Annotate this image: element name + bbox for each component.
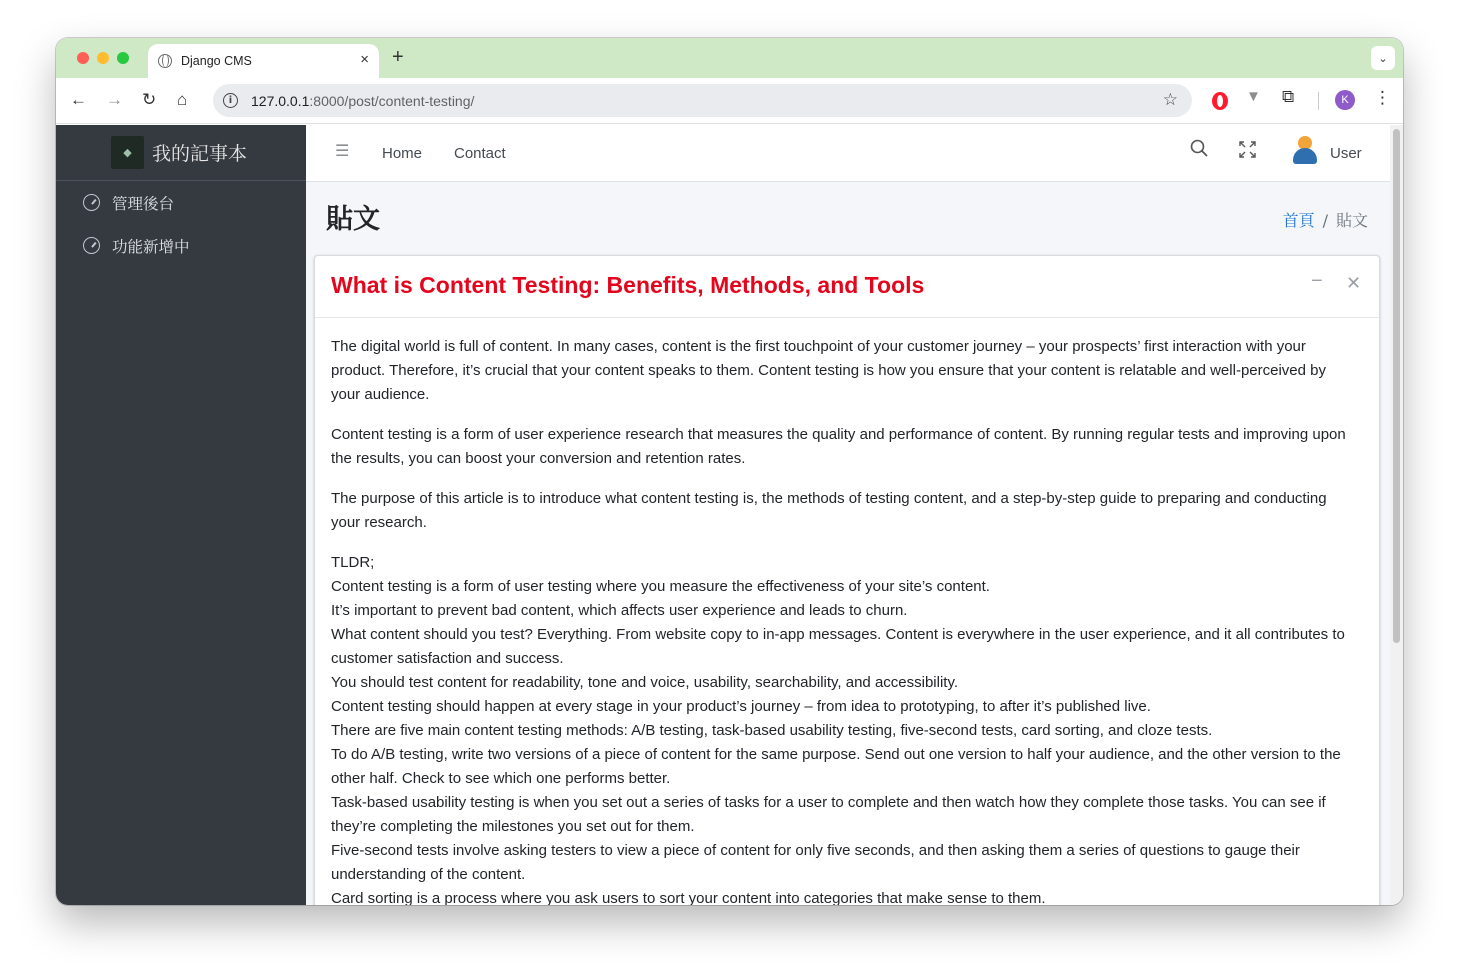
- profile-avatar[interactable]: K: [1335, 90, 1355, 110]
- brand-text: 我的記事本: [152, 143, 248, 165]
- brand[interactable]: [56, 125, 306, 181]
- tldr-line: It’s important to prevent bad content, which affects user experience and leads to churn.: [331, 602, 908, 619]
- sidebar: [56, 125, 306, 905]
- tldr-line: You should test content for readability, tone and voice, usability, searchability, and accessibility.: [331, 674, 959, 691]
- tldr-list: [331, 551, 1349, 905]
- adblock-extension-icon[interactable]: [1212, 92, 1228, 110]
- sidebar-item-label: 管理後台: [112, 194, 175, 213]
- globe-icon: [158, 54, 172, 68]
- url-path: :8000/post/content-testing/: [309, 92, 475, 109]
- main-content: [306, 125, 1390, 905]
- user-avatar[interactable]: [1292, 136, 1318, 166]
- nav-link-home[interactable]: Home: [382, 145, 423, 162]
- tab-close-icon[interactable]: ×: [360, 51, 369, 68]
- post-title: What is Content Testing: Benefits, Methods, and Tools: [331, 272, 925, 298]
- close-window-button[interactable]: [77, 52, 89, 64]
- content-header: [306, 182, 1390, 252]
- toolbar-divider: [1318, 92, 1319, 110]
- tab-title: Django CMS: [181, 54, 252, 68]
- browser-toolbar: [56, 78, 1403, 124]
- breadcrumb-current: 貼文: [1335, 211, 1368, 230]
- browser-menu-icon[interactable]: ⋮: [1374, 88, 1391, 107]
- gauge-icon: [83, 237, 100, 254]
- top-navbar: [306, 125, 1390, 182]
- zoom-window-button[interactable]: [117, 52, 129, 64]
- user-menu[interactable]: User: [1330, 145, 1362, 162]
- tab-search-button[interactable]: ⌄: [1371, 46, 1395, 70]
- tldr-line: There are five main content testing methods: A/B testing, task-based usability testing, five-second tests, card sorting, and cloze tests.: [331, 722, 1213, 739]
- hamburger-menu-icon[interactable]: ☰: [335, 143, 350, 160]
- tab-strip: [56, 38, 1403, 78]
- minimize-window-button[interactable]: [97, 52, 109, 64]
- search-icon[interactable]: [1190, 139, 1208, 162]
- sidebar-item-label: 功能新增中: [112, 237, 190, 256]
- browser-tab[interactable]: [148, 44, 379, 78]
- site-info-icon[interactable]: i: [223, 93, 238, 108]
- fullscreen-icon[interactable]: [1239, 141, 1256, 162]
- tldr-line: Content testing should happen at every stage in your product’s journey – from idea to prototyping, to after it’s published live.: [331, 698, 1151, 715]
- home-icon[interactable]: ⌂: [177, 90, 188, 109]
- page-title: 貼文: [326, 204, 380, 235]
- url-text[interactable]: [251, 93, 474, 109]
- breadcrumb-home[interactable]: 首頁: [1282, 211, 1315, 230]
- scrollbar-thumb[interactable]: [1393, 129, 1400, 643]
- sidebar-item-new-features[interactable]: [56, 224, 306, 267]
- extensions-puzzle-icon[interactable]: ⧉: [1282, 87, 1295, 106]
- breadcrumb-separator: /: [1322, 211, 1328, 230]
- collapse-minus-icon[interactable]: −: [1311, 270, 1323, 292]
- nav-link-contact[interactable]: Contact: [454, 145, 506, 162]
- gauge-icon: [83, 194, 100, 211]
- back-arrow-icon[interactable]: ←: [70, 90, 87, 109]
- brand-logo-icon: ◆: [111, 136, 144, 169]
- post-body: [315, 318, 1379, 905]
- tldr-line: Task-based usability testing is when you set out a series of tasks for a user to complete and then watch how they complete those tasks. You can see if they’re completing the milestones you set out for them.: [331, 794, 1326, 835]
- tldr-line: What content should you test? Everything. From website copy to in-app messages. Content is everywhere in the user experience, and it all contributes to customer satisfaction and success.: [331, 626, 1345, 667]
- post-paragraph: Content testing is a form of user experience research that measures the quality and performance of content. By running regular tests and improving upon the results, you can boost your conversion and retention rates.: [331, 426, 1346, 467]
- sidebar-item-admin[interactable]: [56, 181, 306, 224]
- new-tab-button[interactable]: +: [392, 46, 404, 68]
- vpn-extension-icon[interactable]: ▼: [1246, 88, 1261, 105]
- tldr-line: To do A/B testing, write two versions of a piece of content for the same purpose. Send out one version to half your audience, and the other version to the other half. Check to see which one performs better.: [331, 746, 1341, 787]
- post-card: [314, 255, 1380, 905]
- breadcrumb: [1283, 208, 1368, 231]
- bookmark-star-icon[interactable]: ☆: [1162, 90, 1178, 109]
- card-close-icon[interactable]: ✕: [1346, 273, 1362, 293]
- browser-window: [56, 38, 1403, 905]
- tldr-line: Card sorting is a process where you ask users to sort your content into categories that make sense to them.: [331, 890, 1046, 905]
- tldr-line: Five-second tests involve asking testers to view a piece of content for only five seconds, and then asking them a series of questions to gauge their understanding of the content.: [331, 842, 1300, 883]
- post-paragraph: The purpose of this article is to introduce what content testing is, the methods of testing content, and a step-by-step guide to preparing and conducting your research.: [331, 490, 1327, 531]
- card-header: [315, 256, 1379, 318]
- tldr-line: Content testing is a form of user testing where you measure the effectiveness of your site’s content.: [331, 578, 990, 595]
- reload-icon[interactable]: ↻: [142, 90, 157, 109]
- tldr-line: TLDR;: [331, 554, 375, 571]
- app-area: [56, 125, 1403, 905]
- url-host: 127.0.0.1: [251, 92, 310, 109]
- page-scrollbar[interactable]: [1390, 125, 1403, 905]
- address-bar[interactable]: [213, 84, 1192, 117]
- post-paragraph: The digital world is full of content. In many cases, content is the first touchpoint of your customer journey – your prospects’ first interaction with your product. Therefore, it’s crucial that your content speaks to them. Content testing is how you ensure that your content is relatable and well-perceived by your audience.: [331, 338, 1326, 403]
- forward-arrow-icon[interactable]: →: [106, 90, 123, 109]
